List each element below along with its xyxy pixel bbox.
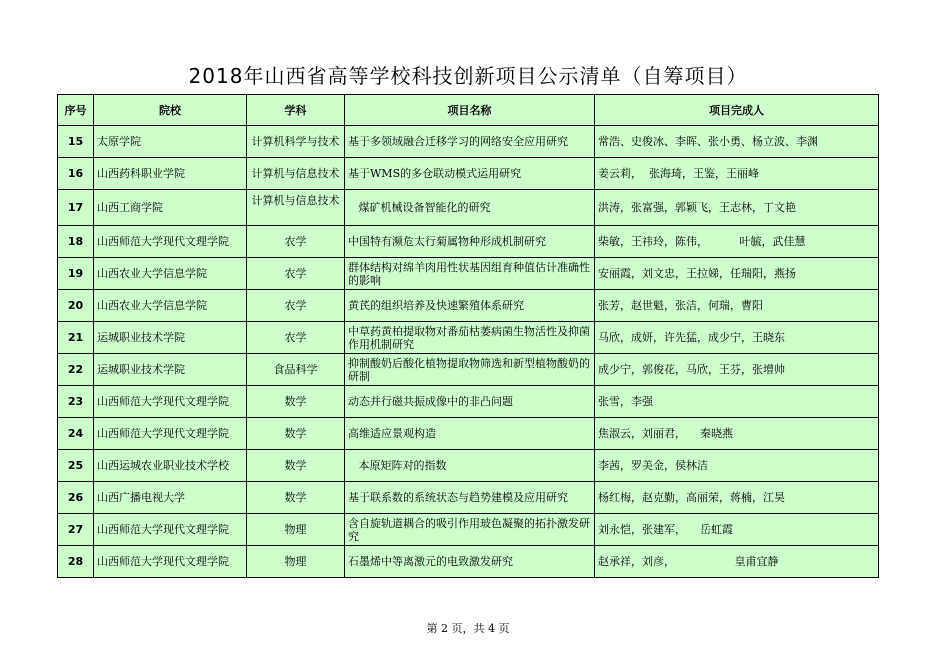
subject-cell: 农学 <box>247 226 345 258</box>
subject-cell: 数学 <box>247 386 345 418</box>
members-cell: 洪涛，张富强，郭颖飞，王志林，丁文艳 <box>595 190 879 226</box>
table-row <box>58 546 879 578</box>
row-number: 17 <box>58 190 94 226</box>
project-cell: 煤矿机械设备智能化的研究 <box>345 190 595 226</box>
table-row <box>58 158 879 190</box>
school-cell: 山西广播电视大学 <box>94 482 247 514</box>
project-cell: 中草药黄柏提取物对番茄枯萎病菌生物活性及抑菌作用机制研究 <box>345 322 595 354</box>
page-title: 2018年山西省高等学校科技创新项目公示清单（自筹项目） <box>188 64 748 88</box>
table-header-row <box>58 95 879 126</box>
members-cell: 安丽霞，刘文忠，王拉娣，任瑞阳，燕扬 <box>595 258 879 290</box>
members-cell: 马欣，成妍，许先猛，成少宁，王晓东 <box>595 322 879 354</box>
row-number: 24 <box>58 418 94 450</box>
subject-cell: 物理 <box>247 514 345 546</box>
row-number: 25 <box>58 450 94 482</box>
project-cell: 抑制酸奶后酸化植物提取物筛选和新型植物酸奶的研制 <box>345 354 595 386</box>
header-no: 序号 <box>58 95 94 126</box>
project-cell: 含自旋轨道耦合的吸引作用玻色凝聚的拓扑激发研究 <box>345 514 595 546</box>
project-cell: 基于多领域融合迁移学习的网络安全应用研究 <box>345 126 595 158</box>
subject-cell: 数学 <box>247 482 345 514</box>
school-cell: 山西农业大学信息学院 <box>94 258 247 290</box>
subject-cell: 物理 <box>247 546 345 578</box>
subject-cell: 数学 <box>247 418 345 450</box>
members-cell: 李茜，罗美金，侯林洁 <box>595 450 879 482</box>
header-school: 院校 <box>94 95 247 126</box>
table-row <box>58 386 879 418</box>
school-cell: 山西农业大学信息学院 <box>94 290 247 322</box>
row-number: 16 <box>58 158 94 190</box>
subject-cell: 计算机与信息技术 <box>247 158 345 190</box>
school-cell: 山西师范大学现代文理学院 <box>94 546 247 578</box>
page-footer: 第 2 页，共 4 页 <box>426 622 510 635</box>
project-cell: 中国特有濒危太行菊属物种形成机制研究 <box>345 226 595 258</box>
members-cell: 焦淑云，刘丽君， 秦晓燕 <box>595 418 879 450</box>
school-cell: 太原学院 <box>94 126 247 158</box>
members-cell: 张雪，李强 <box>595 386 879 418</box>
row-number: 18 <box>58 226 94 258</box>
subject-cell: 农学 <box>247 290 345 322</box>
school-cell: 运城职业技术学院 <box>94 322 247 354</box>
project-cell: 高维适应景观构造 <box>345 418 595 450</box>
school-cell: 山西师范大学现代文理学院 <box>94 514 247 546</box>
members-cell: 张芳，赵世魁，张洁，何瑞，曹阳 <box>595 290 879 322</box>
members-cell: 赵承祥，刘彦， 皇甫宜静 <box>595 546 879 578</box>
school-cell: 山西运城农业职业技术学校 <box>94 450 247 482</box>
members-cell: 成少宁，郭俊花，马欣，王芬，张增帅 <box>595 354 879 386</box>
row-number: 26 <box>58 482 94 514</box>
table-row <box>58 126 879 158</box>
subject-cell: 食品科学 <box>247 354 345 386</box>
table-row <box>58 418 879 450</box>
project-table <box>57 94 879 578</box>
project-cell: 基于联系数的系统状态与趋势建模及应用研究 <box>345 482 595 514</box>
school-cell: 山西工商学院 <box>94 190 247 226</box>
school-cell: 山西师范大学现代文理学院 <box>94 386 247 418</box>
header-subject: 学科 <box>247 95 345 126</box>
members-cell: 常浩、史俊冰、李晖、张小勇、杨立波、李渊 <box>595 126 879 158</box>
header-project: 项目名称 <box>345 95 595 126</box>
row-number: 19 <box>58 258 94 290</box>
row-number: 28 <box>58 546 94 578</box>
header-members: 项目完成人 <box>595 95 879 126</box>
school-cell: 运城职业技术学院 <box>94 354 247 386</box>
project-cell: 石墨烯中等离激元的电致激发研究 <box>345 546 595 578</box>
subject-cell: 计算机科学与技术 <box>247 126 345 158</box>
subject-cell: 农学 <box>247 322 345 354</box>
subject-cell: 数学 <box>247 450 345 482</box>
school-cell: 山西师范大学现代文理学院 <box>94 226 247 258</box>
project-cell: 基于WMS的多仓联动模式运用研究 <box>345 158 595 190</box>
table-row <box>58 354 879 386</box>
table-row <box>58 190 879 226</box>
row-number: 15 <box>58 126 94 158</box>
table-row <box>58 258 879 290</box>
table-row <box>58 450 879 482</box>
project-cell: 黄芪的组织培养及快速繁殖体系研究 <box>345 290 595 322</box>
project-cell: 群体结构对绵羊肉用性状基因组育种值估计准确性的影响 <box>345 258 595 290</box>
table-row <box>58 482 879 514</box>
members-cell: 柴敏，王祎玲，陈伟， 叶毓，武佳慧 <box>595 226 879 258</box>
table-row <box>58 226 879 258</box>
members-cell: 杨红梅，赵克勤，高丽荣，蒋楠，江昊 <box>595 482 879 514</box>
table-row <box>58 322 879 354</box>
row-number: 27 <box>58 514 94 546</box>
members-cell: 刘永恺，张建军， 岳虹霞 <box>595 514 879 546</box>
table-row <box>58 514 879 546</box>
row-number: 21 <box>58 322 94 354</box>
subject-cell: 计算机与信息技术 <box>247 190 345 226</box>
row-number: 20 <box>58 290 94 322</box>
subject-cell: 农学 <box>247 258 345 290</box>
members-cell: 姜云莉， 张海琦，王鉴，王丽峰 <box>595 158 879 190</box>
project-cell: 动态并行磁共振成像中的非凸问题 <box>345 386 595 418</box>
row-number: 23 <box>58 386 94 418</box>
school-cell: 山西师范大学现代文理学院 <box>94 418 247 450</box>
row-number: 22 <box>58 354 94 386</box>
table-row <box>58 290 879 322</box>
project-cell: 本原矩阵对的指数 <box>345 450 595 482</box>
school-cell: 山西药科职业学院 <box>94 158 247 190</box>
